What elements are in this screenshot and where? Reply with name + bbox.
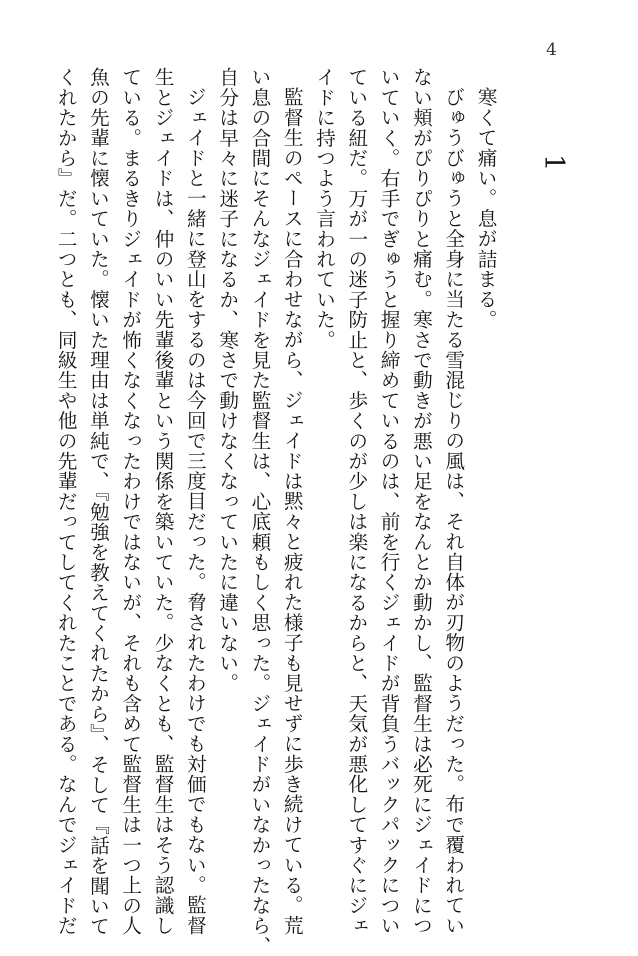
paragraph-line: くれたから』だ。二つとも、同級生や他の先輩だってしてくれたことである。なんでジェイドだ [54, 67, 78, 936]
paragraph-line: イドに持つよう言われていた。 [312, 67, 336, 350]
page-number: 4 [546, 40, 557, 60]
paragraph-line: 監督生のペースに合わせながら、ジェイドは黙々と疲れた様子も見せずに歩き続けている。荒 [280, 86, 304, 935]
paragraph-line: ている紐だ。万が一の迷子防止と、歩くのが少しは楽になるからと、天気が悪化してすぐにジェ [344, 67, 368, 936]
paragraph-line: ている。まるきりジェイドが怖くなくなったわけではないが、それも含めて監督生は一つ上の人 [118, 67, 142, 936]
paragraph-line: い息の合間にそんなジェイドを見た監督生は、心底頼もしく思った。ジェイドがいなかったなら、 [247, 67, 271, 956]
paragraph-line: 寒くて痛い。息が詰まる。 [474, 86, 497, 329]
paragraph-line: 生とジェイドは、仲のいい先輩後輩という関係を築いていた。少なくとも、監督生はそう認識し [151, 67, 175, 936]
paragraph-line: 魚の先輩に懐いていた。懐いた理由は単純で、『勉強を教えてくれたから』、そして『話を聞いて [86, 67, 110, 937]
paragraph-line: いていく。右手でぎゅうと握り締めているのは、前を行くジェイドが背負うバックパックについ [377, 67, 401, 936]
body-text [49, 67, 501, 956]
chapter-number: 1 [538, 154, 569, 172]
paragraph-line: ない頬がぴりぴりと痛む。寒さで動きが悪い足をなんとか動かし、監督生は必死にジェイドにつ [409, 67, 433, 936]
paragraph-line: 自分は早々に迷子になるか、寒さで動けなくなっていたに違いない。 [215, 67, 239, 694]
paragraph-line: びゅうびゅうと全身に当たる雪混じりの風は、それ自体が刃物のようだった。布で覆われてい [441, 86, 465, 935]
paragraph-line: ジェイドと一緒に登山をするのは今回で三度目だった。脅されたわけでも対価でもない。監督 [183, 86, 207, 935]
